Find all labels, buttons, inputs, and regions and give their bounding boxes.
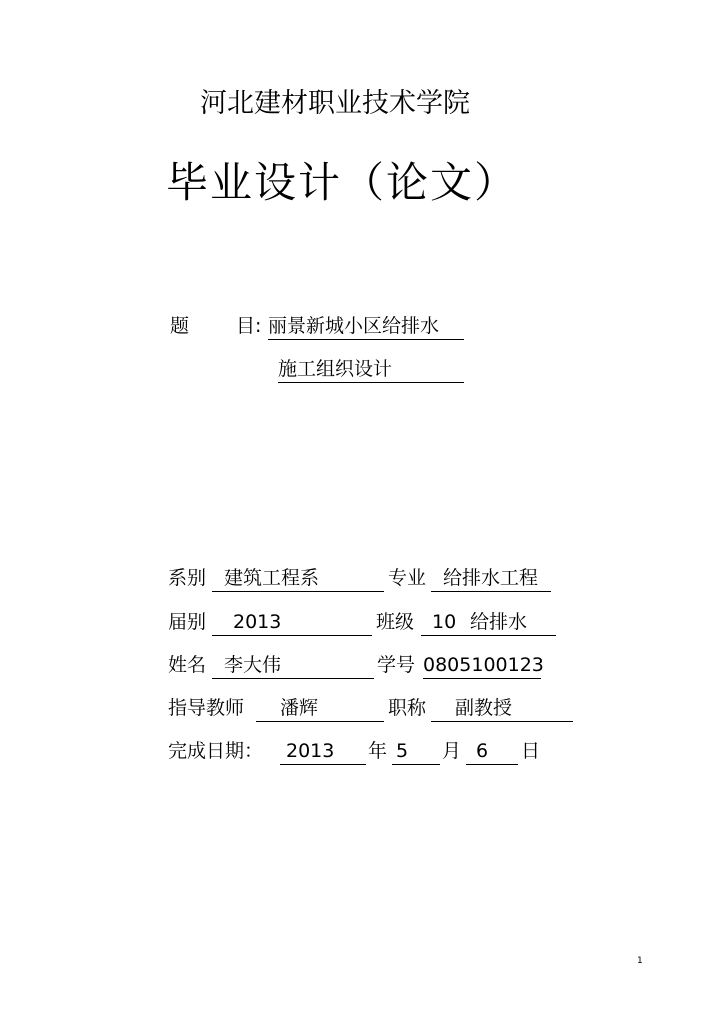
student-id-label: 学号 [377,654,416,676]
day-unit: 日 [521,740,541,762]
completion-month: 5 [392,739,440,765]
topic-label-char-1: 题 [170,315,190,337]
advisor-label: 指导教师 [168,697,245,719]
completion-day: 6 [466,739,518,765]
topic-line-1: 丽景新城小区给排水 [268,314,464,340]
session-value: 2013 [212,610,372,636]
department-label: 系别 [168,567,207,589]
document-title: 毕业设计（论文） [166,158,519,207]
completion-year: 2013 [280,739,366,765]
institution-name: 河北建材职业技术学院 [200,88,470,119]
class-name: 给排水 [470,610,556,636]
class-number: 10 [421,610,471,636]
major-label: 专业 [388,567,427,589]
completion-date-label: 完成日期： [168,740,264,762]
month-unit: 月 [442,740,462,762]
page-number: 1 [637,956,643,966]
topic-label-char-2: 目: [236,315,262,337]
advisor-name: 潘辉 [256,696,384,722]
student-name: 李大伟 [212,653,374,679]
advisor-title-value: 副教授 [431,696,573,722]
session-label: 届别 [168,611,207,633]
year-unit: 年 [368,740,388,762]
major-value: 给排水工程 [431,566,551,592]
advisor-title-label: 职称 [388,697,427,719]
topic-line-2: 施工组织设计 [278,357,464,383]
name-label: 姓名 [168,654,207,676]
student-id-value: 0805100123 [423,653,541,679]
department-value: 建筑工程系 [212,566,384,592]
class-label: 班级 [376,611,415,633]
